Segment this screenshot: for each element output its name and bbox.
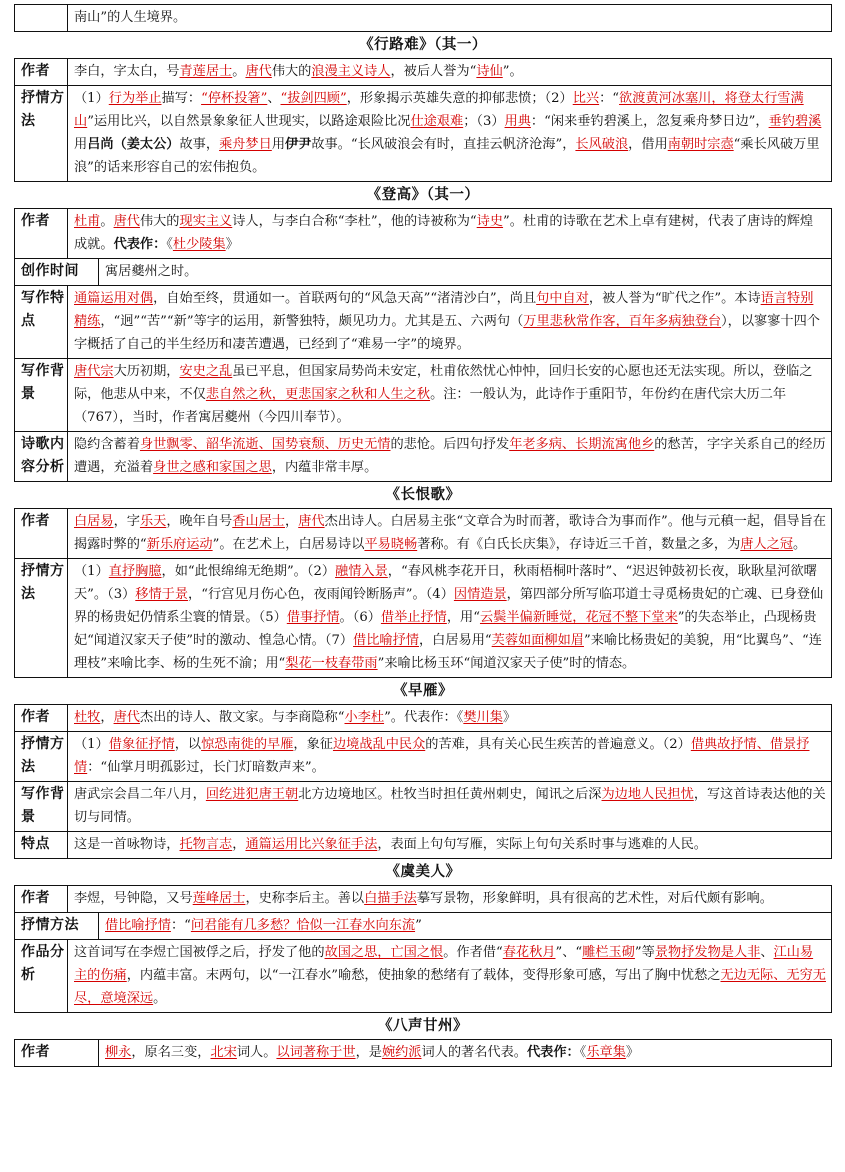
text-run: ，形象揭示英雄失意的抑郁悲愤；（2） xyxy=(346,91,573,106)
row-label: 特点 xyxy=(15,832,68,859)
document xyxy=(14,4,832,1067)
text-run: ，写这首诗表达他的关切与同情。 xyxy=(74,787,826,825)
poem-title: 《行路难》（其一） xyxy=(359,36,487,53)
text-run: ，被人誉为“旷代之作”。本诗 xyxy=(588,291,761,306)
row-content xyxy=(99,259,832,286)
text-run: 。注：一般认为，此诗作于重阳节，年份约在唐代宗大历二年（767），当时，作者寓居夔州（今四川奉节）。 xyxy=(74,387,787,425)
text-run: 代表作： xyxy=(113,237,167,252)
text-run: ：“ xyxy=(170,918,191,933)
keyword: 浪漫主义诗人 xyxy=(311,64,391,79)
text-run: ，晚年自号 xyxy=(166,514,233,529)
text-run: 杰出的诗人、散文家。与李商隐称“ xyxy=(139,710,345,725)
text-run: ， xyxy=(100,710,114,725)
text-run: ，“春风桃李花开日，秋雨梧桐叶落时”、“迟迟钟鼓初长夜，耿耿星河欲曙天”。（3） xyxy=(74,564,817,602)
text-run: ，借用 xyxy=(628,137,668,152)
row-label: 作者 xyxy=(15,1040,99,1067)
row-label: 作者 xyxy=(15,509,68,559)
text-run: 》 xyxy=(225,237,239,252)
row-content xyxy=(68,432,832,482)
info-row xyxy=(15,359,832,432)
keyword: 柳永 xyxy=(105,1045,132,1060)
keyword: 身世飘零、韶华流逝、国势衰颓、历史无情 xyxy=(139,437,391,452)
keyword: 唐代 xyxy=(113,214,140,229)
info-row xyxy=(15,705,832,732)
text-run: ，如“此恨绵绵无绝期”。（2） xyxy=(161,564,336,579)
keyword: 边境战乱中民众 xyxy=(332,737,426,752)
text-run: 伟大的 xyxy=(139,214,180,229)
text-run: ，“行宫见月伤心色，夜雨闻铃断肠声”。（4） xyxy=(188,587,454,602)
info-row xyxy=(15,59,832,86)
text-run: ，自始至终，贯通如一。首联两句的“风急天高”“渚清沙白”，尚且 xyxy=(153,291,537,306)
keyword: 因情造景 xyxy=(453,587,507,602)
text-run: 故事。“长风破浪会有时，直挂云帆济沧海”， xyxy=(311,137,576,152)
text-run: 北方边境地区。杜牧当时担任黄州刺史，闻讯之后深 xyxy=(298,787,602,802)
keyword: 用典 xyxy=(504,114,531,129)
text-run: 。（6） xyxy=(339,610,381,625)
info-row xyxy=(15,559,832,678)
text-run: 词人。 xyxy=(236,1045,277,1060)
keyword: 杜牧 xyxy=(74,710,101,725)
keyword: 梨花一枝春带雨 xyxy=(285,656,378,671)
text-run: ；（3） xyxy=(463,114,505,129)
text-run: 《 xyxy=(166,237,173,252)
keyword: 为边地人民担忧 xyxy=(601,787,694,802)
text-run: ，原名三变， xyxy=(131,1045,211,1060)
info-row xyxy=(15,432,832,482)
text-run: ”。代表作：《 xyxy=(384,710,464,725)
keyword: 香山居士 xyxy=(232,514,285,529)
row-content xyxy=(68,286,832,359)
text-run: 隐约含蓄着 xyxy=(74,437,140,452)
text-run: 、 xyxy=(267,91,281,106)
prev-row-empty-cell xyxy=(15,5,68,32)
row-label: 作者 xyxy=(15,59,68,86)
row-label: 写作背景 xyxy=(15,782,68,832)
keyword: 江山易主的伤痛 xyxy=(74,945,814,983)
text-run: 故事， xyxy=(179,137,220,152)
keyword: 行为举止 xyxy=(108,91,162,106)
keyword: 唐代宗 xyxy=(74,364,114,379)
text-run: 这是一首咏物诗， xyxy=(74,837,180,852)
text-run: ，第四部分所写临邛道士寻觅杨贵妃的亡魂、已身登仙界的杨贵妃仍情系尘寰的情景。（5） xyxy=(74,587,824,625)
poem-table xyxy=(14,704,832,859)
info-row xyxy=(15,886,832,913)
text-run: 吕尚（姜太公） xyxy=(87,137,180,152)
text-run: 李白，字太白，号 xyxy=(74,64,180,79)
keyword: 欲渡黄河冰塞川，将登太行雪满山 xyxy=(74,91,804,129)
text-run: 代表作： xyxy=(527,1045,580,1060)
keyword: 杜甫 xyxy=(74,214,101,229)
row-content xyxy=(68,832,832,859)
text-run: 的苦难，具有关心民生疾苦的普遍意义。（2） xyxy=(425,737,691,752)
text-run: 的悲怆。后四句抒发 xyxy=(390,437,510,452)
keyword: 春花秋月 xyxy=(502,945,556,960)
poem-table xyxy=(14,885,832,1013)
text-run: ”来喻比杨玉环“闻道汉家天子使”时的情态。 xyxy=(377,656,636,671)
keyword: 白描手法 xyxy=(364,891,417,906)
row-label: 作者 xyxy=(15,209,68,259)
keyword: 现实主义 xyxy=(179,214,233,229)
keyword: 借典故抒情、借景抒情 xyxy=(74,737,810,775)
keyword: 乐天 xyxy=(139,514,167,529)
text-run: ，“迥”“苦”“新”等字的运用，新警独特，颇见功力。尤其是五、六两句（ xyxy=(100,314,524,329)
keyword: 诗史 xyxy=(476,214,504,229)
info-row xyxy=(15,782,832,832)
row-content xyxy=(99,913,832,940)
poem-table xyxy=(14,1039,832,1067)
keyword: 句中自对 xyxy=(536,291,589,306)
keyword: 唐代 xyxy=(298,514,325,529)
text-run: 摹写景物，形象鲜明，具有很高的艺术性，对后代颇有影响。 xyxy=(416,891,773,906)
text-run: ”等 xyxy=(634,945,655,960)
row-content xyxy=(68,509,832,559)
text-run: 。 xyxy=(793,537,807,552)
text-run: ，用“ xyxy=(446,610,480,625)
keyword: 借事抒情 xyxy=(286,610,340,625)
keyword: 托物言志 xyxy=(179,837,233,852)
keyword: 语言特别精练 xyxy=(74,291,814,329)
text-run: 大历初期， xyxy=(113,364,180,379)
text-run: ：“仙掌月明孤影过，长门灯暗数声来”。 xyxy=(87,760,325,775)
keyword: 乐章集 xyxy=(586,1045,626,1060)
text-run: （1） xyxy=(74,91,109,106)
keyword: 樊川集 xyxy=(463,710,503,725)
keyword: 通篇运用对偶 xyxy=(74,291,154,306)
row-label: 抒情方法 xyxy=(15,86,68,182)
keyword: 南朝时宗悫 xyxy=(667,137,734,152)
keyword: “拔剑四顾” xyxy=(280,91,347,106)
row-label: 写作背景 xyxy=(15,359,68,432)
keyword: 青莲居士 xyxy=(179,64,233,79)
text-run: 》 xyxy=(502,710,517,725)
info-row xyxy=(15,913,832,940)
row-content xyxy=(68,359,832,432)
text-run: ”。在艺术上，白居易诗以 xyxy=(212,537,365,552)
text-run: ， xyxy=(285,514,299,529)
text-run: ，字 xyxy=(113,514,140,529)
text-run: 用 xyxy=(271,137,285,152)
text-run: 描写： xyxy=(161,91,202,106)
row-label: 作者 xyxy=(15,705,68,732)
keyword: 诗仙 xyxy=(476,64,503,79)
info-row xyxy=(15,509,832,559)
keyword: 悲自然之秋，更悲国家之秋和人生之秋 xyxy=(205,387,431,402)
text-run: 。 xyxy=(153,991,167,1006)
row-content xyxy=(68,782,832,832)
row-label: 抒情方法 xyxy=(15,732,68,782)
keyword: 借象征抒情 xyxy=(108,737,175,752)
keyword: 垂钓碧溪 xyxy=(768,114,822,129)
text-run: ），以寥寥十四个字概括了自己的半生经历和凄苦遭遇，已经到了“难易一字”的境界。 xyxy=(74,314,820,352)
text-run: ，象征 xyxy=(293,737,333,752)
poem-table xyxy=(14,58,832,182)
poem-title: 《八声甘州》 xyxy=(378,1017,468,1034)
keyword: 万里悲秋常作客，百年多病独登台 xyxy=(523,314,722,329)
keyword: 借比喻抒情 xyxy=(353,633,419,648)
row-content xyxy=(68,209,832,259)
info-row xyxy=(15,86,832,182)
text-run: ”。杜甫的诗歌在艺术上卓有建树，代表了唐诗的辉煌成就。 xyxy=(74,214,814,252)
keyword: 比兴 xyxy=(572,91,600,106)
poem-title: 《长恨歌》 xyxy=(385,486,461,503)
row-content xyxy=(68,86,832,182)
keyword: 新乐府运动 xyxy=(146,537,213,552)
text-run: 。 xyxy=(100,214,114,229)
text-run: 寓居夔州之时。 xyxy=(105,264,198,279)
text-run: ”、“ xyxy=(555,945,583,960)
info-row xyxy=(15,209,832,259)
keyword: 回纥进犯唐王朝 xyxy=(205,787,299,802)
row-content xyxy=(68,59,832,86)
keyword: 小李杜 xyxy=(344,710,385,725)
text-run: 、 xyxy=(760,945,774,960)
text-run: ”运用比兴，以自然景象象征人世现实，以路途艰险比况 xyxy=(87,114,411,129)
text-run: ，史称李后主。善以 xyxy=(245,891,365,906)
text-run: ” xyxy=(415,918,422,933)
text-run: 李煜，号钟隐，又号 xyxy=(74,891,193,906)
info-row xyxy=(15,940,832,1013)
keyword: 安史之乱 xyxy=(179,364,233,379)
poem-title: 《登高》（其一） xyxy=(366,186,480,203)
text-run: 《 xyxy=(579,1045,587,1060)
row-label: 诗歌内容分析 xyxy=(15,432,68,482)
poem-table xyxy=(14,508,832,678)
keyword: 移情于景 xyxy=(135,587,189,602)
row-content xyxy=(68,940,832,1013)
text-run: 诗人，与李白合称“李杜”，他的诗被称为“ xyxy=(232,214,477,229)
keyword: 唐代 xyxy=(245,64,272,79)
keyword: 白居易 xyxy=(74,514,114,529)
prev-row-table xyxy=(14,4,832,32)
text-run: 。作者借“ xyxy=(443,945,503,960)
keyword: 无边无际、无穷无尽，意境深远 xyxy=(74,968,826,1006)
poem-sections xyxy=(14,32,832,1067)
keyword: 景物抒发物是人非 xyxy=(654,945,761,960)
row-label: 抒情方法 xyxy=(15,913,99,940)
row-label: 创作时间 xyxy=(15,259,99,286)
text-run: ”的失态举止，凸现杨贵妃“闻道汉家天子使”时的激动、惶急心情。（7） xyxy=(74,610,817,648)
row-label: 写作特点 xyxy=(15,286,68,359)
text-run: 唐武宗会昌二年八月， xyxy=(74,787,206,802)
keyword: 问君能有几多愁？恰似一江春水向东流 xyxy=(190,918,416,933)
text-run: （1） xyxy=(74,737,109,752)
keyword: 以词著称于世 xyxy=(276,1045,356,1060)
row-content xyxy=(68,732,832,782)
text-run: ，以 xyxy=(174,737,202,752)
row-content xyxy=(68,886,832,913)
info-row xyxy=(15,1040,832,1067)
keyword: 仕途艰难 xyxy=(410,114,464,129)
text-run: 虽已平息，但国家局势尚未安定，杜甫依然忧心忡忡，回归长安的心愿也还无法实现。所以，登临之际，他悲从中来，不仅 xyxy=(74,364,813,402)
keyword: 北宋 xyxy=(210,1045,237,1060)
prev-row-text: 南山”的人生境界。 xyxy=(68,5,832,32)
keyword: 芙蓉如面柳如眉 xyxy=(491,633,584,648)
poem-title: 《早雁》 xyxy=(393,682,453,699)
keyword: 莲峰居士 xyxy=(192,891,246,906)
keyword: 唐人之冠 xyxy=(740,537,794,552)
keyword: 云鬓半偏新睡觉，花冠不整下堂来 xyxy=(479,610,678,625)
keyword: 借举止抒情 xyxy=(380,610,447,625)
keyword: 借比喻抒情 xyxy=(105,918,171,933)
keyword: 惊恐南徙的早雁 xyxy=(201,737,294,752)
text-run: ：“闲来垂钓碧溪上，忽复乘舟梦日边”， xyxy=(530,114,769,129)
text-run: 词人的著名代表。 xyxy=(421,1045,527,1060)
keyword: 唐代 xyxy=(113,710,140,725)
keyword: 年老多病、长期流寓他乡 xyxy=(509,437,655,452)
text-run: 伟大的 xyxy=(271,64,312,79)
text-run: ：“ xyxy=(599,91,620,106)
info-row xyxy=(15,732,832,782)
text-run: 的愁苦，字字关系自己的经历遭遇，充溢着 xyxy=(74,437,826,475)
text-run: 用 xyxy=(74,137,88,152)
row-label: 作品分析 xyxy=(15,940,68,1013)
text-run: ，内蕴丰富。末两句，以“一江春水”喻愁，使抽象的愁绪有了载体，变得形象可感，写出了胸中忧愁之 xyxy=(126,968,721,983)
poem-title: 《虞美人》 xyxy=(385,863,461,880)
keyword: 直抒胸臆 xyxy=(108,564,162,579)
text-run: ”。 xyxy=(502,64,523,79)
text-run: ，内蕴非常丰厚。 xyxy=(271,460,378,475)
text-run: （1） xyxy=(74,564,109,579)
keyword: 杜少陵集 xyxy=(172,237,226,252)
keyword: 雕栏玉砌 xyxy=(582,945,635,960)
keyword: “停杯投箸” xyxy=(201,91,268,106)
keyword: 长风破浪 xyxy=(575,137,629,152)
text-run: 》 xyxy=(625,1045,640,1060)
info-row xyxy=(15,259,832,286)
keyword: 婉约派 xyxy=(381,1045,422,1060)
text-run: ，白居易用“ xyxy=(418,633,492,648)
text-run: 伊尹 xyxy=(285,137,312,152)
keyword: 融情入景 xyxy=(335,564,388,579)
text-run: 这首词写在李煜亡国被俘之后，抒发了他的 xyxy=(74,945,325,960)
row-label: 抒情方法 xyxy=(15,559,68,678)
text-run: ， xyxy=(232,837,246,852)
info-row xyxy=(15,286,832,359)
text-run: “乘长风破万里浪”的话来形容自己的宏伟抱负。 xyxy=(74,137,820,175)
text-run: ，是 xyxy=(355,1045,382,1060)
info-row xyxy=(15,832,832,859)
text-run: 杰出诗人。白居易主张“文章合为时而著，歌诗合为事而作”。他与元稹一起，倡导旨在揭露时弊的“ xyxy=(74,514,826,552)
poem-table xyxy=(14,208,832,482)
text-run: ”来喻比杨贵妃的美貌，用“比翼鸟”、“连理枝”来喻比李、杨的生死不渝；用“ xyxy=(74,633,822,671)
keyword: 故国之思，亡国之恨 xyxy=(324,945,444,960)
row-content xyxy=(68,705,832,732)
row-content xyxy=(99,1040,832,1067)
keyword: 乘舟梦日 xyxy=(219,137,272,152)
text-run: 。 xyxy=(232,64,246,79)
text-run: ，被后人誉为“ xyxy=(390,64,477,79)
keyword: 通篇运用比兴象征手法 xyxy=(245,837,378,852)
row-label: 作者 xyxy=(15,886,68,913)
keyword: 身世之感和家国之思 xyxy=(153,460,272,475)
text-run: 著称。有《白氏长庆集》，存诗近三千首，数量之多，为 xyxy=(417,537,741,552)
row-content xyxy=(68,559,832,678)
keyword: 平易晓畅 xyxy=(364,537,418,552)
text-run: ，表面上句句写雁，实际上句句关系时事与逃难的人民。 xyxy=(377,837,707,852)
